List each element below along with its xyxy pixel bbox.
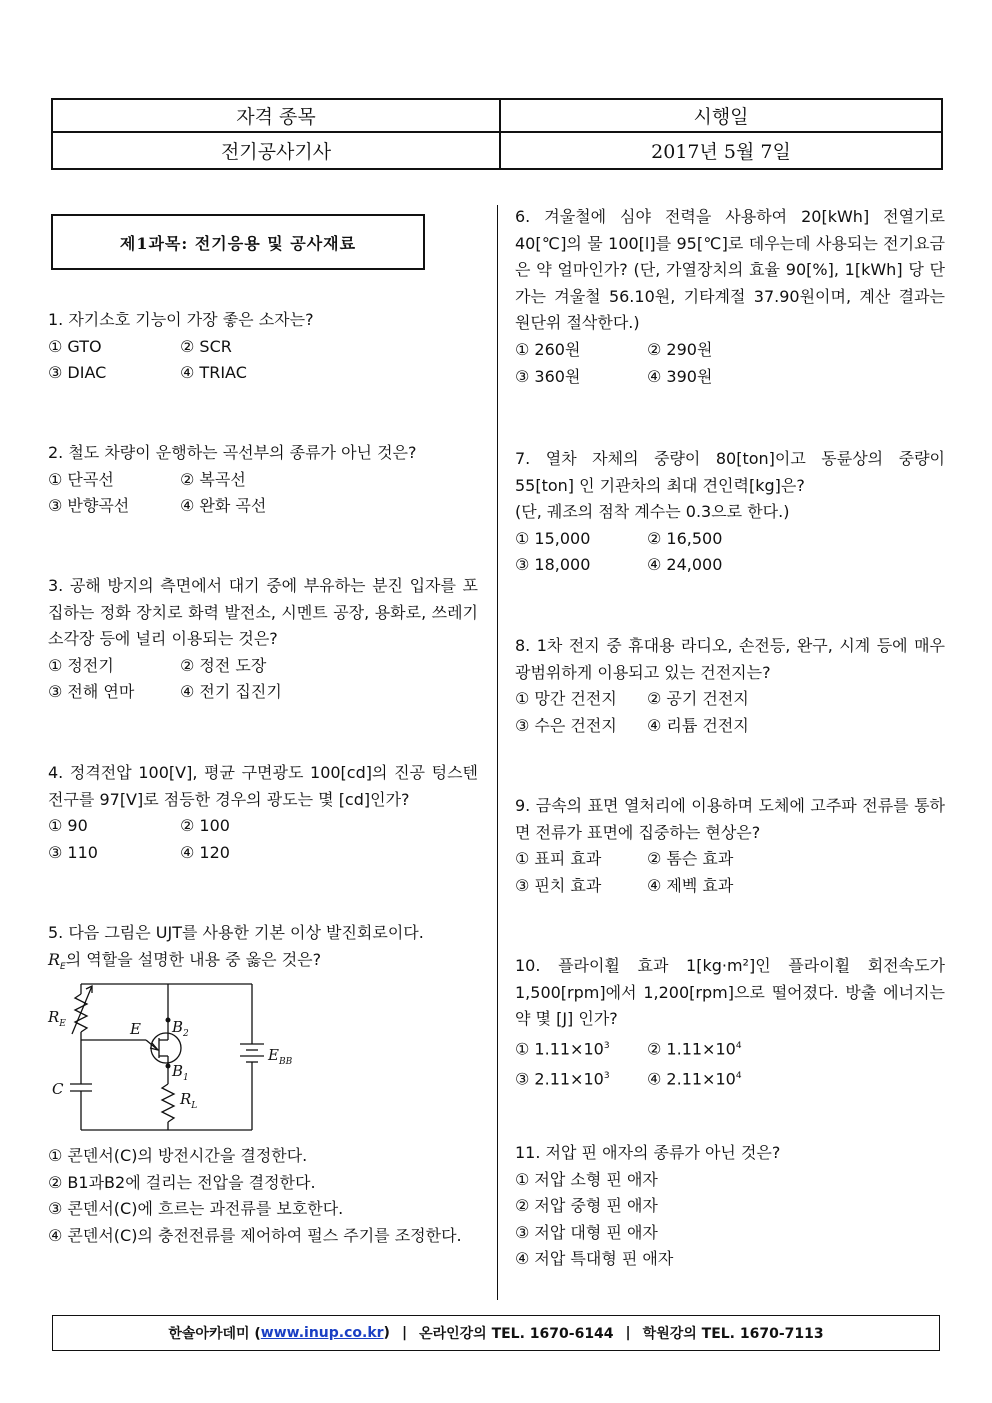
answer-option[interactable]: ④ 저압 특대형 핀 애자 (515, 1249, 674, 1269)
label-ebb: $E_{BB}$ (268, 1046, 293, 1067)
answer-option[interactable]: ② 공기 건전지 (647, 689, 749, 709)
answer-option[interactable]: ② SCR (180, 336, 232, 356)
subject-title-box: 제1과목: 전기응용 및 공사재료 (51, 214, 425, 270)
answer-option[interactable]: ④ 콘덴서(C)의 충전전류를 제어하여 펄스 주기를 조정한다. (48, 1225, 462, 1245)
footer-website-link[interactable]: www.inup.co.kr (260, 1325, 384, 1341)
answer-option[interactable]: ③ $2.11\times 10^3$ (515, 1069, 610, 1089)
answer-option[interactable]: ② 톰슨 효과 (647, 849, 734, 869)
answer-option[interactable]: ① 90 (48, 816, 88, 836)
footer-separator: | (625, 1325, 631, 1341)
question-stem: 9. 금속의 표면 열처리에 이용하며 도체에 고주파 전류를 통하면 전류가 표면에 집중하는 현상은? (515, 796, 945, 842)
answer-option[interactable]: ② 290원 (647, 339, 713, 359)
question-stem: 10. 플라이휠 효과 1[kg·m²]인 플라이휠 회전속도가 1,500[rpm]에서 1,200[rpm]으로 떨어졌다. 방출 에너지는 약 몇 [J] 인가? (515, 956, 945, 1029)
answer-option[interactable]: ③ 핀치 효과 (515, 875, 602, 895)
column-divider (497, 205, 498, 1300)
question-5 (48, 920, 478, 980)
question-stem: 8. 1차 전지 중 휴대용 라디오, 손전등, 완구, 시계 등에 매우 광범위하게 이용되고 있는 건전지는? (515, 636, 945, 682)
question-stem-cont: 의 역할을 설명한 내용 중 옳은 것은? (65, 949, 322, 969)
answer-option[interactable]: ② $1.11\times 10^4$ (647, 1039, 742, 1059)
question-3 (48, 573, 478, 706)
variable-symbol: R (48, 949, 61, 969)
answer-option[interactable]: ② 복곡선 (180, 469, 246, 489)
header-subject-title: 자격 종목 (236, 106, 316, 128)
footer-separator: | (401, 1325, 408, 1341)
answer-option[interactable]: ② 16,500 (647, 528, 723, 548)
label-re: $R_E$ (48, 1008, 66, 1029)
answer-option[interactable]: ① 15,000 (515, 528, 591, 548)
question-5-options (48, 1143, 478, 1249)
question-7 (515, 446, 945, 579)
answer-option[interactable]: ④ 120 (180, 842, 230, 862)
question-stem: 7. 열차 자체의 중량이 80[ton]이고 동륜상의 중량이 55[ton] 인 기관차의 최대 견인력[kg]은? (515, 449, 945, 495)
question-1 (48, 307, 478, 387)
exam-header-table (51, 98, 943, 170)
answer-option[interactable]: ④ $2.11\times 10^4$ (647, 1069, 742, 1089)
label-b1: $B_1$ (172, 1062, 189, 1083)
answer-option[interactable]: ② B1과B2에 걸리는 전압을 결정한다. (48, 1172, 316, 1192)
label-b2: $B_2$ (172, 1018, 189, 1039)
answer-option[interactable]: ① 콘덴서(C)의 방전시간을 결정한다. (48, 1146, 308, 1165)
answer-option[interactable]: ① 표피 효과 (515, 849, 602, 869)
question-stem: 1. 자기소호 기능이 가장 좋은 소자는? (48, 310, 314, 329)
footer-close-paren: ) (383, 1325, 390, 1341)
footer-online-tel: 온라인강의 TEL. 1670-6144 (419, 1326, 614, 1342)
question-2 (48, 440, 478, 520)
question-stem: 4. 정격전압 100[V], 평균 구면광도 100[cd]의 진공 텅스텐 전구를 97[V]로 점등한 경우의 광도는 몇 [cd]인가? (48, 763, 478, 809)
answer-option[interactable]: ③ 콘덴서(C)에 흐르는 과전류를 보호한다. (48, 1199, 344, 1219)
header-date-title: 시행일 (693, 106, 749, 128)
footer-academy: 한솔아카데미 ( (168, 1326, 261, 1342)
question-stem: 6. 겨울철에 심야 전력을 사용하여 20[kWh] 전열기로 40[℃]의 물 100[l]를 95[℃]로 데우는데 사용되는 전기요금은 약 얼마인가? (단, 가열장치의 효율 90[%], 1[kWh] 당 단가는 겨울철 56.10원, 기타계절 37.90원이며, 계산 결과는 원단위 절삭한다.) (515, 207, 945, 333)
label-emitter: E (130, 1020, 141, 1038)
answer-option[interactable]: ④ 24,000 (647, 555, 723, 575)
footer-offline-tel: 학원강의 TEL. 1670-7113 (642, 1326, 824, 1342)
header-date-value: 2017년 5월 7일 (651, 141, 791, 163)
footer-contact-bar (52, 1315, 940, 1351)
answer-option[interactable]: ③ 전해 연마 (48, 682, 135, 702)
answer-option[interactable]: ① 단곡선 (48, 469, 114, 489)
answer-option[interactable]: ④ 390원 (647, 366, 713, 386)
answer-option[interactable]: ① 저압 소형 핀 애자 (515, 1169, 658, 1189)
answer-option[interactable]: ④ 리튬 건전지 (647, 715, 749, 735)
answer-option[interactable]: ③ 110 (48, 842, 98, 862)
answer-option[interactable]: ② 저압 중형 핀 애자 (515, 1196, 658, 1216)
answer-option[interactable]: ① 정전기 (48, 655, 114, 675)
answer-option[interactable]: ① $1.11\times 10^3$ (515, 1039, 610, 1059)
header-subject-value: 전기공사기사 (220, 141, 332, 163)
answer-option[interactable]: ③ 18,000 (515, 555, 591, 575)
answer-option[interactable]: ① 260원 (515, 339, 581, 359)
answer-option[interactable]: ③ 저압 대형 핀 애자 (515, 1222, 658, 1242)
question-8 (515, 633, 945, 739)
question-11 (515, 1140, 945, 1273)
question-stem: 5. 다음 그림은 UJT를 사용한 기본 이상 발진회로이다. (48, 923, 424, 942)
answer-option[interactable]: ③ DIAC (48, 363, 107, 383)
label-capacitor: C (52, 1080, 64, 1098)
answer-option[interactable]: ② 정전 도장 (180, 655, 267, 675)
answer-option[interactable]: ④ 제벡 효과 (647, 875, 734, 895)
answer-option[interactable]: ② 100 (180, 816, 230, 836)
answer-option[interactable]: ③ 수은 건전지 (515, 715, 617, 735)
question-9 (515, 793, 945, 899)
label-rl: $R_L$ (180, 1090, 198, 1111)
question-stem: 11. 저압 핀 애자의 종류가 아닌 것은? (515, 1143, 781, 1162)
ujt-oscillator-circuit (46, 976, 306, 1136)
answer-option[interactable]: ④ TRIAC (180, 363, 247, 383)
question-6 (515, 204, 945, 390)
answer-option[interactable]: ④ 완화 곡선 (180, 496, 267, 516)
answer-option[interactable]: ③ 반향곡선 (48, 496, 130, 516)
question-stem: 2. 철도 차량이 운행하는 곡선부의 종류가 아닌 것은? (48, 443, 417, 462)
answer-option[interactable]: ① GTO (48, 336, 102, 356)
variable-subscript: E (60, 961, 66, 972)
answer-option[interactable]: ① 망간 건전지 (515, 689, 617, 709)
answer-option[interactable]: ④ 전기 집진기 (180, 682, 282, 702)
question-note: (단, 궤조의 점착 계수는 0.3으로 한다.) (515, 502, 790, 522)
answer-option[interactable]: ③ 360원 (515, 366, 581, 386)
question-4 (48, 760, 478, 866)
question-stem: 3. 공해 방지의 측면에서 대기 중에 부유하는 분진 입자를 포집하는 정화 장치로 화력 발전소, 시멘트 공장, 용화로, 쓰레기 소각장 등에 널리 이용되는 것은? (48, 576, 478, 649)
question-10 (515, 953, 945, 1093)
